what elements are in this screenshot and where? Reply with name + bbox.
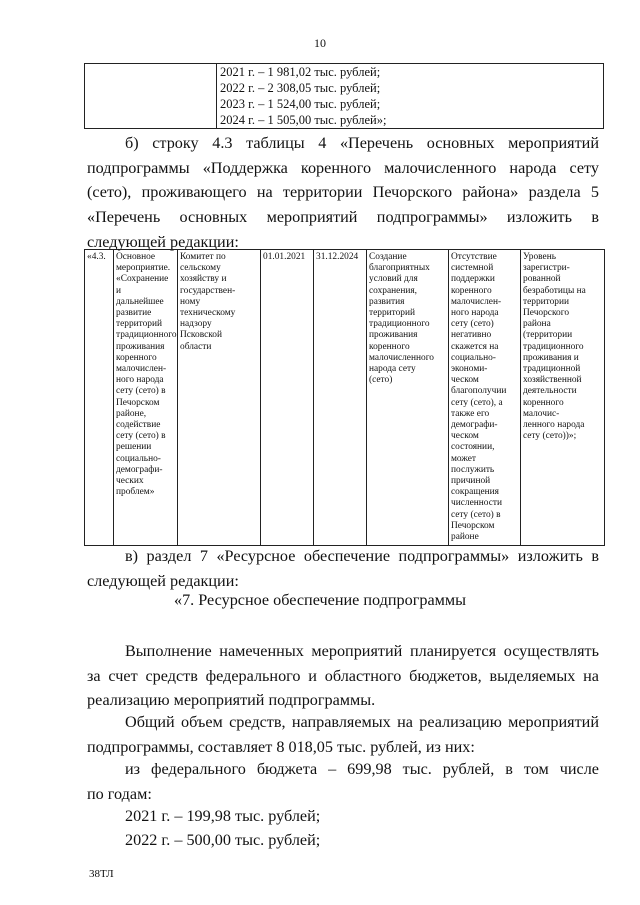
cell-expected-result: Создание благоприятных условий для сохранения, развития территорий традиционного проживания коренного малочисленного народа сету (сето) [367, 250, 449, 546]
table-row [85, 250, 605, 546]
page-number: 10 [314, 36, 326, 50]
years-cell [217, 64, 604, 129]
text-line: по годам: [87, 784, 152, 803]
text-line: из федерального бюджета – 699,98 тыс. рублей, в том числе [125, 760, 599, 778]
cell-start-date: 01.01.2021 [261, 250, 314, 546]
year-line: 2022 г. – 2 308,05 тыс. рублей; [220, 81, 381, 95]
text-line: Общий объем средств, направляемых на реализацию мероприятий [125, 713, 599, 731]
cell-end-date: 31.12.2024 [314, 250, 367, 546]
empty-cell [85, 64, 217, 129]
text-line: 2022 г. – 500,00 тыс. рублей; [125, 831, 321, 849]
text-line: следующей редакции: [87, 571, 239, 590]
year-line: 2021 г. – 1 981,02 тыс. рублей; [220, 65, 381, 79]
text-line: Выполнение намеченных мероприятий планируется осуществлять [125, 642, 599, 660]
year-line: 2023 г. – 1 524,00 тыс. рублей; [220, 97, 381, 111]
text-line: (сето), проживающего на территории Печорского района» раздела 5 [87, 183, 599, 202]
activities-table [84, 249, 605, 546]
year-2022-line [87, 828, 599, 853]
paragraph-v [87, 544, 599, 593]
paragraph-federal [87, 757, 599, 806]
text-line: в) раздел 7 «Ресурсное обеспечение подпрограммы» изложить в [125, 547, 599, 565]
text-line: 2021 г. – 199,98 тыс. рублей; [125, 807, 321, 825]
footer-code: 38ТЛ [89, 868, 114, 880]
cell-activity: Основное мероприятие. «Сохранение и дальнейшее развитие территорий традиционного проживания коренного малочислен- ного народа сету (сето) в Печорском районе, содействие сету (сето) в решении социально- демографи- ческих проблем» [114, 250, 178, 546]
cell-executor: Комитет по сельскому хозяйству и государствен- ному техническому надзору Псковской области [178, 250, 261, 546]
text-line: подпрограммы «Поддержка коренного малочисленного народа сету [87, 158, 599, 177]
cell-indicator: Уровень зарегистри- рованной безработицы на территории Печорского района (территории традиционного проживания и традиционной хозяйственной деятельности коренного малочис- ленного народа сету (сето))»; [521, 250, 605, 546]
text-line: за счет средств федерального и областного бюджетов, выделяемых на [87, 666, 599, 685]
text-line: следующей редакции: [87, 232, 239, 251]
text-line: «Перечень основных мероприятий подпрограммы» изложить в [87, 208, 599, 227]
paragraph-b [87, 131, 599, 255]
text-line: подпрограммы, составляет 8 018,05 тыс. рублей, из них: [87, 737, 475, 756]
text-line: реализацию мероприятий подпрограммы. [87, 691, 376, 710]
paragraph-total [87, 710, 599, 759]
text-line: б) строку 4.3 таблицы 4 «Перечень основных мероприятий [125, 134, 599, 152]
year-2021-line [87, 804, 599, 829]
cell-consequences: Отсутствие системной поддержки коренного малочислен- ного народа сету (сето) негативно скажется на социально- экономи- ческом благополучии сету (сето), а также его демографи- ческом состоянии, может послужить причиной сокращения численности сету (сето) в Печорском районе [449, 250, 521, 546]
section-title: «7. Ресурсное обеспечение подпрограммы [173, 591, 467, 609]
year-line: 2024 г. – 1 505,00 тыс. рублей»; [220, 113, 387, 127]
funding-table-fragment [84, 63, 604, 129]
paragraph-execution [87, 639, 599, 713]
cell-number: «4.3. [85, 250, 114, 546]
